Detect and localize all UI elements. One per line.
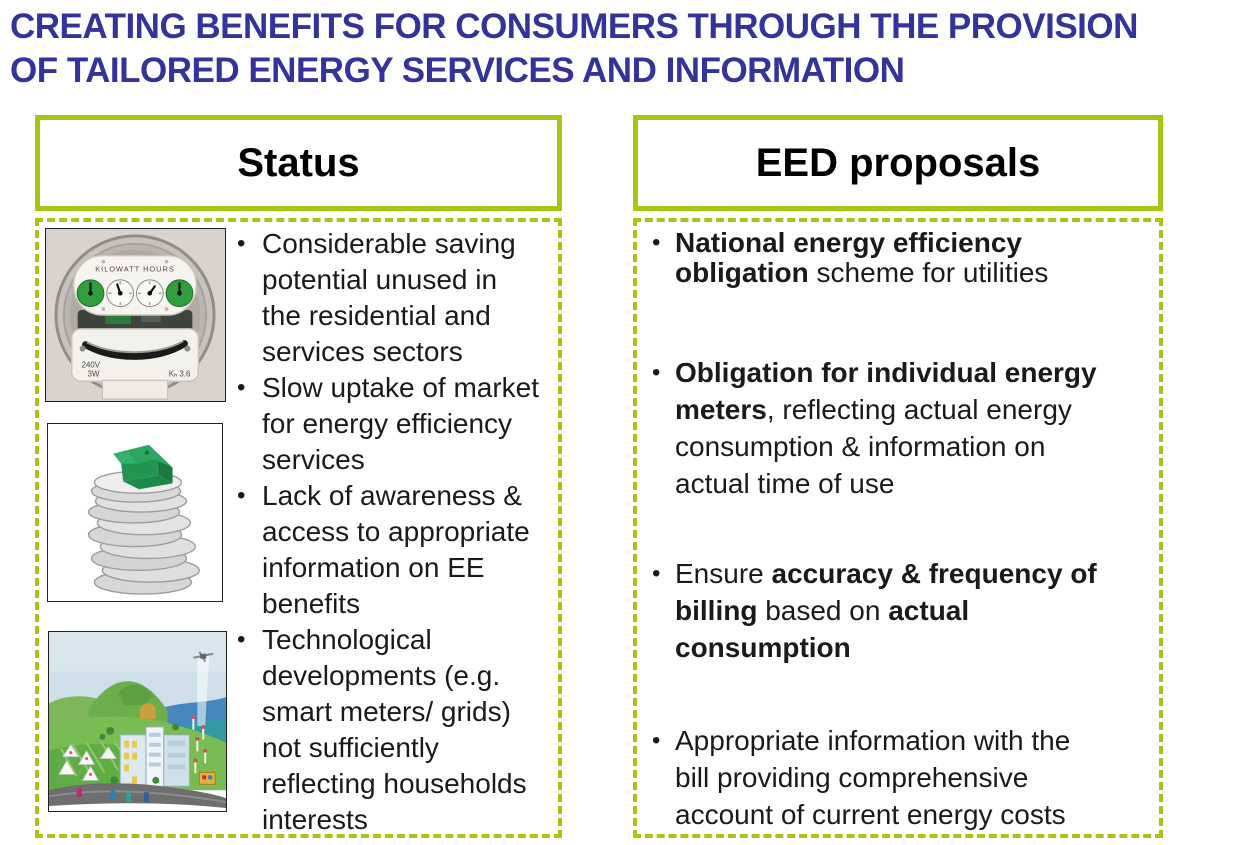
bullet-text: Slow uptake of market for energy efficiency services <box>262 372 540 475</box>
bullet-item <box>652 354 1123 502</box>
status-panel-header <box>35 115 562 211</box>
bullet-text: scheme for utilities <box>808 257 1049 288</box>
eed-panel-body <box>633 218 1163 838</box>
bullet-item <box>237 226 542 370</box>
bullet-marker: • <box>652 727 661 754</box>
slide-title-line-2: OF TAILORED ENERGY SERVICES AND INFORMATION <box>10 51 905 90</box>
electricity-meter-illustration <box>46 229 225 401</box>
slide-title-line-1: CREATING BENEFITS FOR CONSUMERS THROUGH THE PROVISION <box>10 7 1138 46</box>
status-bullet-list <box>237 226 542 838</box>
eed-panel-header <box>633 115 1163 211</box>
bullet-marker: • <box>652 560 661 587</box>
bullet-marker: • <box>237 230 246 257</box>
bullet-text-bold: accuracy & frequency of billing <box>675 558 1097 626</box>
bullet-marker: • <box>652 229 661 256</box>
energy-landscape-image <box>48 631 227 812</box>
coins-house-image <box>47 423 223 602</box>
bullet-marker: • <box>237 482 246 509</box>
eed-panel-title: EED proposals <box>755 140 1041 185</box>
energy-landscape-illustration <box>49 632 226 811</box>
bullet-text: Lack of awareness & access to appropriate information on EE benefits <box>262 480 530 619</box>
bullet-item <box>652 722 1093 833</box>
meter-dial-plate-label: KILOWATT HOURS <box>95 264 175 274</box>
bullet-item <box>237 370 542 478</box>
bullet-text: Appropriate information with the bill providing comprehensive account of current energy costs <box>675 725 1071 830</box>
meter-wiring-label: 3W <box>87 369 100 379</box>
eed-bullet-list <box>652 228 1123 833</box>
bullet-text: , reflecting actual energy consumption & information on actual time of use <box>675 394 1072 499</box>
bullet-marker: • <box>237 626 246 653</box>
bullet-marker: • <box>237 374 246 401</box>
bullet-item <box>237 478 542 622</box>
bullet-text: Ensure <box>675 558 772 589</box>
status-panel-title: Status <box>237 140 360 185</box>
slide-title <box>10 5 1242 93</box>
bullet-text-bold: Obligation for individual energy meters <box>675 357 1097 425</box>
bullet-item <box>652 555 1123 666</box>
bullet-text-bold: actual consumption <box>675 595 970 663</box>
bullet-item <box>652 228 1123 288</box>
bullet-item <box>237 622 542 838</box>
bullet-text: Technological developments (e.g. smart meters/ grids) not sufficiently reflecting households interests <box>262 624 527 835</box>
electricity-meter-image <box>45 228 226 402</box>
bullet-marker: • <box>652 359 661 386</box>
bullet-text: based on <box>757 595 889 626</box>
coins-house-illustration <box>48 424 222 601</box>
meter-voltage-label: 240V <box>81 360 101 370</box>
meter-k-factor-label: Kₕ 3.6 <box>168 369 191 379</box>
bullet-text-bold: National energy efficiency obligation <box>675 227 1023 288</box>
bullet-text: Considerable saving potential unused in the residential and services sectors <box>262 228 516 367</box>
status-panel-body <box>35 218 562 838</box>
